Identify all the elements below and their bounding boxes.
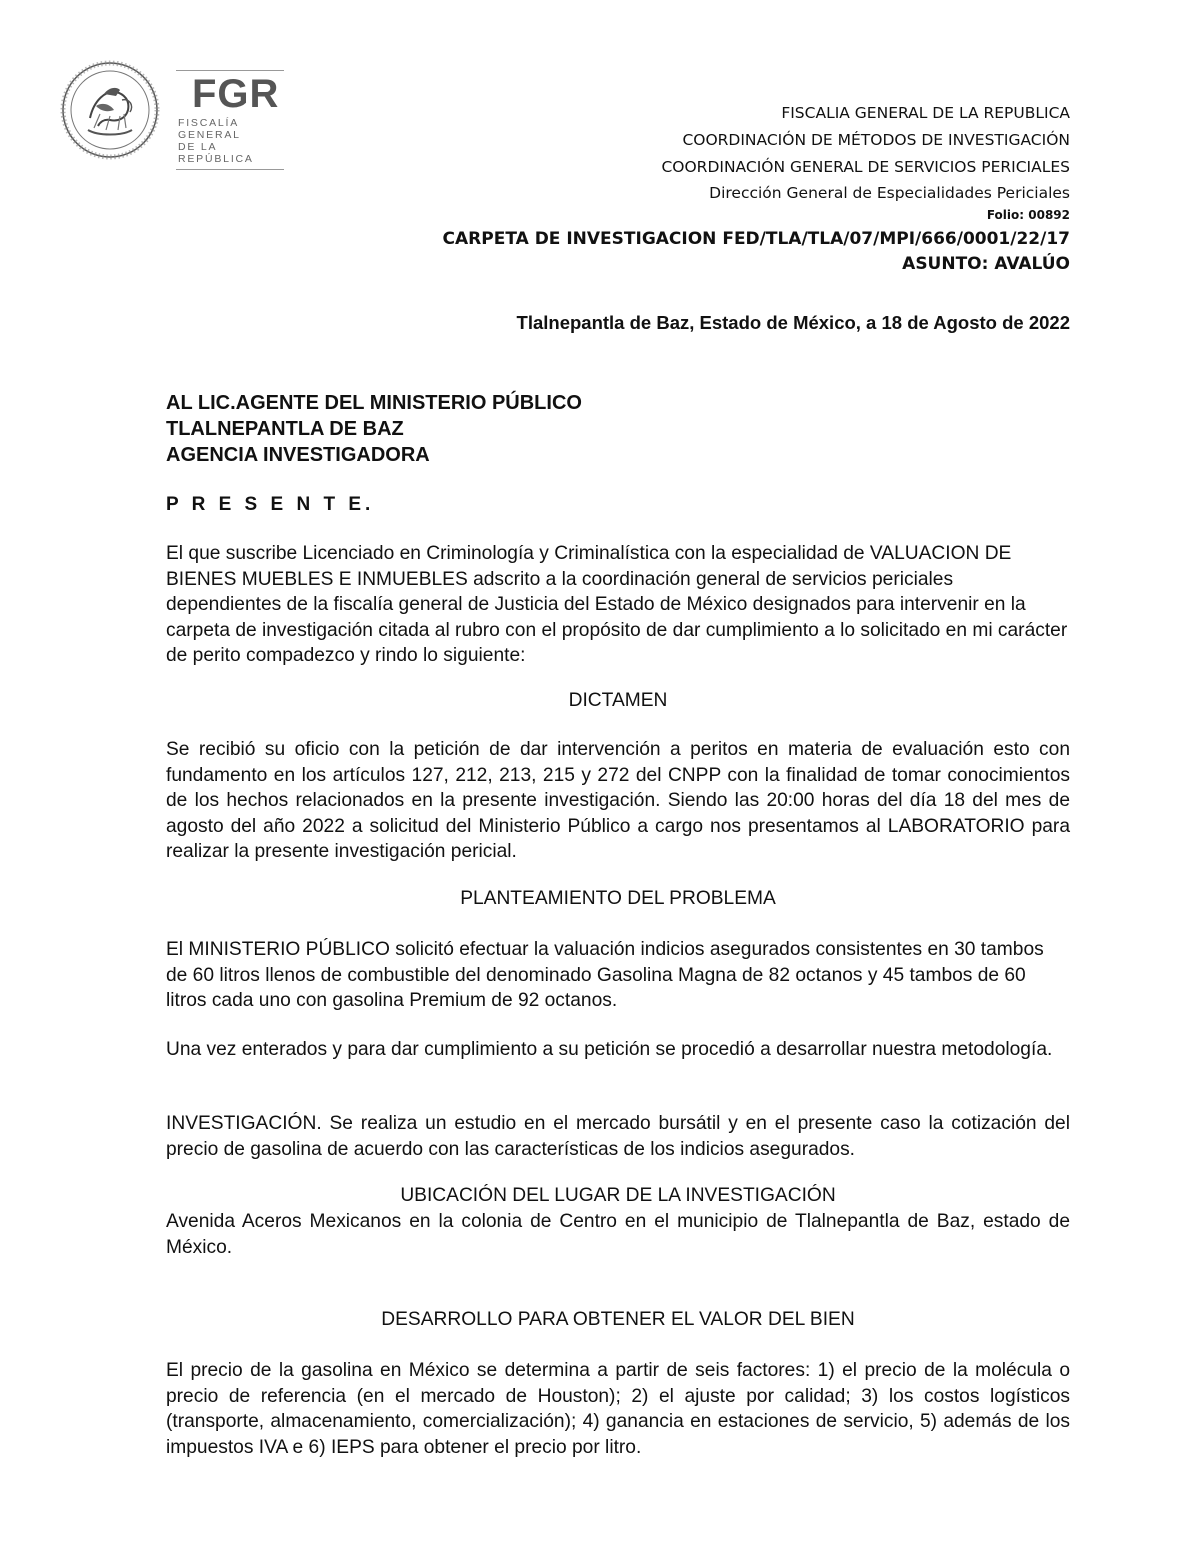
header-direction: Dirección General de Especialidades Periciales bbox=[709, 184, 1070, 202]
logo-subtitle-line1: FISCALÍA GENERAL bbox=[178, 117, 241, 141]
header-subject: ASUNTO: AVALÚO bbox=[902, 254, 1070, 274]
addressee-line2: TLALNEPANTLA DE BAZ bbox=[166, 418, 404, 440]
logo-acronym: FGR bbox=[192, 72, 280, 116]
planteamiento-paragraph: El MINISTERIO PÚBLICO solicitó efectuar la valuación indicios asegurados consistentes en 30 tambos de 60 litros llenos de combustible del denominado Gasolina Magna de 82 octanos y 45 tambos de 60 litros cada uno con gasolina Premium de 92 octanos. bbox=[166, 939, 1044, 1011]
desarrollo-heading: DESARROLLO PARA OBTENER EL VALOR DEL BIEN bbox=[381, 1309, 855, 1330]
planteamiento-heading: PLANTEAMIENTO DEL PROBLEMA bbox=[460, 888, 776, 909]
place-date-line: Tlalnepantla de Baz, Estado de México, a 18 de Agosto de 2022 bbox=[516, 312, 1070, 333]
intro-paragraph: El que suscribe Licenciado en Criminología y Criminalística con la especialidad de VALUACION DE BIENES MUEBLES E INMUEBLES adscrito a la coordinación general de servicios periciales dependientes de la fiscalía general de Justicia del Estado de México designados para intervenir en la carpeta de investigación citada al rubro con el propósito de dar cumplimiento a lo solicitado en mi carácter de perito compadezco y rindo lo siguiente: bbox=[166, 543, 1068, 666]
header-case-file: CARPETA DE INVESTIGACION FED/TLA/TLA/07/MPI/666/0001/22/17 bbox=[442, 229, 1070, 249]
addressee-line1: AL LIC.AGENTE DEL MINISTERIO PÚBLICO bbox=[166, 392, 582, 414]
addressee-line3: AGENCIA INVESTIGADORA bbox=[166, 444, 430, 466]
header-institution: FISCALIA GENERAL DE LA REPUBLICA bbox=[781, 104, 1070, 122]
ubicacion-paragraph: Avenida Aceros Mexicanos en la colonia de Centro en el municipio de Tlalnepantla de Baz, estado de México. bbox=[166, 1211, 1070, 1258]
header-general-coordination: COORDINACIÓN GENERAL DE SERVICIOS PERICIALES bbox=[661, 158, 1070, 176]
desarrollo-paragraph: El precio de la gasolina en México se determina a partir de seis factores: 1) el precio de la molécula o precio de referencia (en el mercado de Houston); 2) el ajuste por calidad; 3) los costos logísticos (transporte, almacenamiento, comercialización); 4) ganancia en estaciones de servicio, 5) además de los impuestos IVA e 6) IEPS para obtener el precio por litro. bbox=[166, 1360, 1070, 1458]
header-coordination: COORDINACIÓN DE MÉTODOS DE INVESTIGACIÓN bbox=[682, 131, 1070, 149]
header-folio: Folio: 00892 bbox=[986, 208, 1070, 222]
presente-salutation: P R E S E N T E. bbox=[166, 494, 375, 515]
fgr-logo bbox=[176, 70, 284, 170]
investigacion-paragraph: INVESTIGACIÓN. Se realiza un estudio en el mercado bursátil y en el presente caso la cotización del precio de gasolina de acuerdo con las características de los indicios asegurados. bbox=[166, 1113, 1070, 1160]
dictamen-paragraph: Se recibió su oficio con la petición de dar intervención a peritos en materia de evaluación esto con fundamento en los artículos 127, 212, 213, 215 y 272 del CNPP con la finalidad de tomar conocimientos de los hechos relacionados en la presente investigación. Siendo las 20:00 horas del día 18 del mes de agosto del año 2022 a solicitud del Ministerio Público a cargo nos presentamos al LABORATORIO para realizar la presente investigación pericial. bbox=[166, 739, 1070, 862]
logo-subtitle-line2: DE LA REPÚBLICA bbox=[178, 141, 254, 165]
dictamen-heading: DICTAMEN bbox=[568, 690, 668, 711]
national-seal-icon bbox=[60, 60, 160, 160]
ubicacion-heading: UBICACIÓN DEL LUGAR DE LA INVESTIGACIÓN bbox=[400, 1185, 836, 1206]
logo-bottom-rule bbox=[176, 169, 284, 170]
metodologia-paragraph: Una vez enterados y para dar cumplimiento a su petición se procedió a desarrollar nuestra metodología. bbox=[166, 1039, 1053, 1060]
